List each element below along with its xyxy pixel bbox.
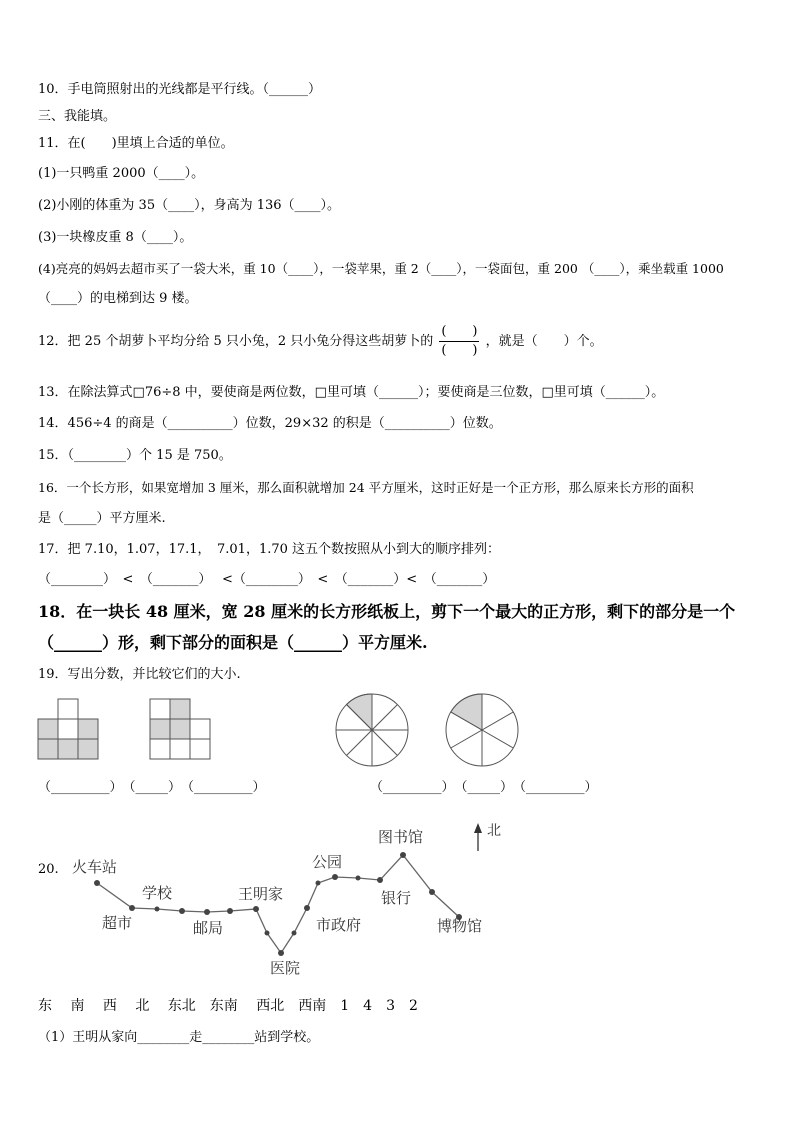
- place-label: 银行: [381, 889, 412, 907]
- q16-line2: 是（_____）平方厘米.: [38, 511, 166, 526]
- q20-label: 20.: [38, 862, 59, 877]
- circle1-shaded-sector: [347, 694, 373, 730]
- fraction-denominator: ( ): [441, 343, 478, 358]
- q18-line2: （______）形，剩下部分的面积是（______）平方厘米.: [38, 633, 428, 652]
- place-label: 超市: [102, 914, 133, 932]
- place-label: 博物馆: [437, 917, 483, 935]
- bank-dot: [377, 877, 383, 883]
- wangming-home-dot: [253, 906, 259, 912]
- place-label: 医院: [270, 959, 301, 977]
- stop-dot: [265, 931, 270, 936]
- q11-part4-line1: (4)亮亮的妈妈去超市买了一袋大米，重 10（____），一袋苹果，重 2（____），一袋面包，重 200 （____），乘坐载重 1000: [38, 261, 724, 276]
- circle2-shaded-sector: [451, 694, 482, 730]
- grid2-cell: [190, 719, 210, 739]
- north-label: 北: [487, 823, 501, 839]
- place-label: 学校: [142, 884, 173, 902]
- place-label: 邮局: [193, 919, 224, 937]
- q17-line2: （________） < （_______） <（________） < （_______）< （_______）: [38, 572, 496, 587]
- library-dot: [400, 852, 406, 858]
- place-label: 公园: [312, 853, 343, 871]
- fraction-numerator: ( ): [441, 324, 478, 339]
- post-office-dot: [204, 909, 210, 915]
- q12-prefix: 12．把 25 个胡萝卜平均分给 5 只小兔，2 只小兔分得这些胡萝卜的: [38, 334, 434, 349]
- park-dot: [332, 874, 338, 880]
- q13-text: 13．在除法算式□76÷8 中，要使商是两位数，□里可填（______）；要使商是三位数，□里可填（______）。: [38, 385, 665, 400]
- north-arrowhead-icon: [474, 823, 482, 833]
- q14-text: 14．456÷4 的商是（__________）位数，29×32 的积是（__________）位数。: [38, 416, 502, 431]
- grid2-cell-shaded: [170, 719, 190, 739]
- fraction-blank[interactable]: [439, 323, 479, 360]
- place-label: 火车站: [72, 858, 118, 876]
- stop-dot: [429, 889, 435, 895]
- q20-part1: （1）王明从家向________走________站到学校。: [38, 1030, 320, 1045]
- grid2-cell-shaded: [170, 699, 190, 719]
- q19-text: 19．写出分数，并比较它们的大小.: [38, 667, 241, 682]
- q12-line: [38, 322, 603, 362]
- q11-part2: (2)小刚的体重为 35（____），身高为 136（____）。: [38, 198, 341, 213]
- grid2-cell: [150, 739, 170, 759]
- grid1-cell-shaded: [58, 739, 78, 759]
- stop-dot: [227, 908, 233, 914]
- grid2-cell-shaded: [150, 719, 170, 739]
- q17-line1: 17．把 7.10，1.07，17.1， 7.01，1.70 这五个数按照从小到大的顺序排列：: [38, 542, 501, 557]
- grid-figures: [36, 697, 226, 765]
- grid2-cell: [150, 699, 170, 719]
- q16-line1: 16．一个长方形，如果宽增加 3 厘米，那么面积就增加 24 平方厘米，这时正好是一个正方形，那么原来长方形的面积: [38, 480, 694, 495]
- q15-text: 15．（________）个 15 是 750。: [38, 448, 232, 463]
- place-label: 图书馆: [378, 828, 424, 846]
- grid1-cell: [58, 699, 78, 719]
- grid1-cell: [58, 719, 78, 739]
- q11-part1: (1)一只鸭重 2000（____）。: [38, 166, 205, 181]
- place-label: 市政府: [316, 916, 362, 934]
- stop-dot: [292, 931, 297, 936]
- grid1-cell-shaded: [38, 719, 58, 739]
- train-station-dot: [94, 880, 100, 886]
- q19-answer-blanks-left[interactable]: （_________） （_____） （_________）: [38, 780, 266, 795]
- q11-part4-line2: （____）的电梯到达 9 楼。: [38, 291, 198, 306]
- q11-text: 11．在( )里填上合适的单位。: [38, 136, 234, 151]
- city-hall-dot: [304, 905, 310, 911]
- school-dot: [179, 908, 185, 914]
- grid1-cell-shaded: [38, 739, 58, 759]
- stop-dot: [155, 907, 160, 912]
- place-label: 王明家: [238, 885, 284, 903]
- circle-figures: [330, 692, 530, 772]
- route-map-detailed: [0, 815, 560, 985]
- q11-part3: (3)一块橡皮重 8（____）。: [38, 230, 193, 245]
- hospital-dot: [278, 950, 284, 956]
- q12-suffix: ，就是（ ）个。: [485, 334, 603, 349]
- section-heading: 三、我能填。: [38, 109, 117, 124]
- q19-answer-blanks-right[interactable]: （_________） （_____） （_________）: [370, 780, 598, 795]
- q18-line1: 18．在一块长 48 厘米，宽 28 厘米的长方形纸板上，剪下一个最大的正方形，剩下的部分是一个: [38, 602, 736, 621]
- grid1-cell-shaded: [78, 739, 98, 759]
- direction-word-bank: 东 南 西 北 东北 东南 西北 西南 1 4 3 2: [38, 998, 418, 1014]
- supermarket-dot: [129, 905, 135, 911]
- grid2-cell: [170, 739, 190, 759]
- grid2-cell: [190, 739, 210, 759]
- grid1-cell-shaded: [78, 719, 98, 739]
- q10-text: 10．手电筒照射出的光线都是平行线。（______）: [38, 82, 322, 97]
- stop-dot: [356, 876, 361, 881]
- stop-dot: [316, 881, 321, 886]
